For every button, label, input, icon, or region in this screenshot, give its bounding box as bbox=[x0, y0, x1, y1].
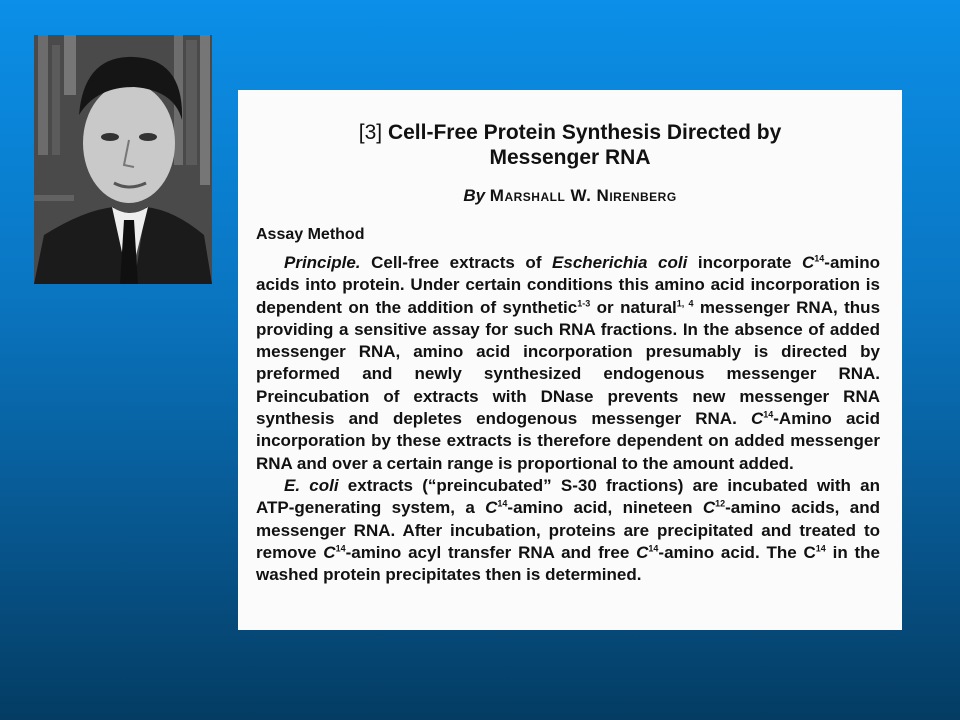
runin-heading: Principle. bbox=[284, 253, 361, 272]
paper-title bbox=[238, 120, 902, 170]
by-label: By bbox=[463, 186, 486, 205]
section-number: [3] bbox=[358, 121, 383, 144]
author-portrait-photo bbox=[34, 35, 212, 284]
author-name: Marshall W. Nirenberg bbox=[489, 186, 677, 205]
title-line-1: Cell-Free Protein Synthesis Directed by bbox=[387, 121, 782, 144]
paragraph-procedure: E. coli extracts (“preincubated” S-30 fractions) are incubated with an ATP-generating system, a $C^{14}$-amino acid, nineteen $C^{12}$-amino acids, and messenger RNA. After incubation, proteins are precipitated and treated to remove $C^{14}$-amino acyl transfer RNA and free $C^{14}$-amino acid. The $C^{14}$ in the washed protein precipitates then is determined. bbox=[256, 475, 881, 585]
paper-excerpt bbox=[238, 90, 902, 630]
section-heading: Assay Method bbox=[256, 226, 365, 243]
title-line-2: Messenger RNA bbox=[489, 146, 651, 169]
body-text bbox=[256, 252, 880, 586]
byline bbox=[238, 186, 902, 206]
paragraph-principle: Principle. Cell-free extracts of Escherichia coli incorporate $C^{14}$-amino acids into protein. Under certain conditions this amino acid incorporation is dependent on the addition of synthetic$^{1-3}$ or natural$^{1, 4}$ messenger RNA, thus providing a sensitive assay for such RNA fractions. In the absence of added messenger RNA, amino acid incorporation presumably is directed by preformed and newly synthesized endogenous messenger RNA. Preincubation of extracts with DNase prevents new messenger RNA synthesis and depletes endogenous messenger RNA. $C^{14}$-Amino acid incorporation by these extracts is therefore dependent on added messenger RNA and over a certain range is proportional to the amount added. bbox=[256, 253, 881, 473]
